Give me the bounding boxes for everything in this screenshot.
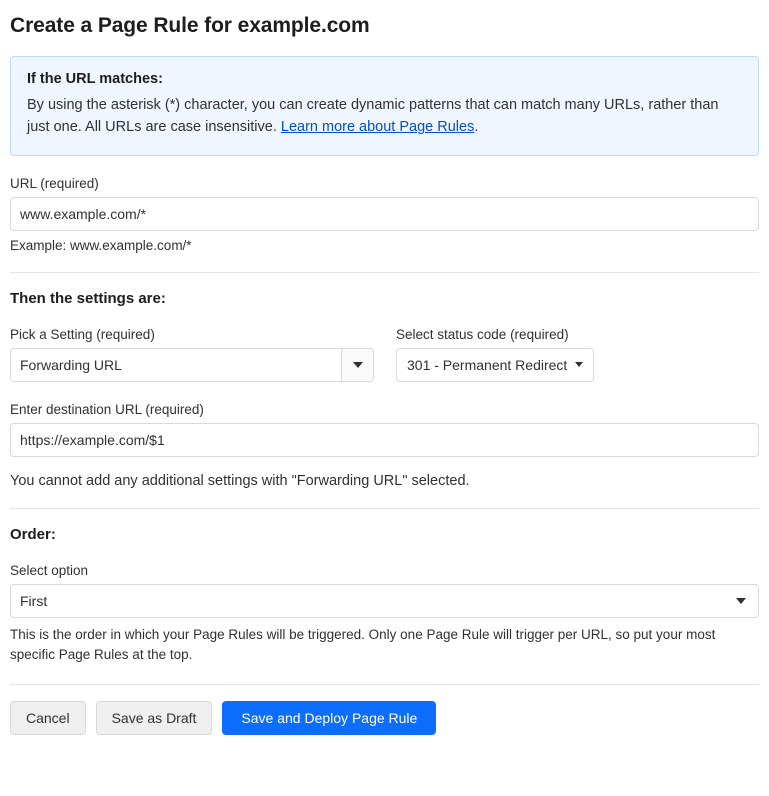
url-match-callout — [10, 56, 759, 156]
pick-a-setting-value: Forwarding URL — [20, 356, 122, 373]
chevron-down-icon — [575, 362, 583, 367]
divider-order — [10, 508, 759, 509]
order-helper-text: This is the order in which your Page Rules will be triggered. Only one Page Rule will trigger per URL, so put your most specific Page Rules at the top. — [10, 626, 716, 663]
status-code-value: 301 - Permanent Redirect — [407, 356, 568, 373]
status-code-label: Select status code (required) — [396, 326, 569, 342]
form-actions — [10, 701, 759, 735]
divider-settings — [10, 272, 759, 273]
settings-heading: Then the settings are: — [10, 289, 166, 307]
page-title: Create a Page Rule for example.com — [10, 14, 370, 37]
cancel-button[interactable]: Cancel — [10, 701, 86, 735]
status-code-column — [396, 307, 759, 382]
destination-url-input[interactable] — [10, 423, 759, 457]
chevron-down-icon — [736, 598, 746, 604]
learn-more-link[interactable]: Learn more about Page Rules — [280, 119, 475, 136]
chevron-down-icon — [353, 362, 363, 368]
callout-title: If the URL matches: — [27, 71, 163, 87]
url-field-helper: Example: www.example.com/* — [10, 237, 192, 253]
forwarding-url-note: You cannot add any additional settings with "Forwarding URL" selected. — [10, 472, 470, 489]
setting-column — [10, 307, 374, 382]
order-value: First — [20, 592, 48, 609]
setting-label: Pick a Setting (required) — [10, 326, 155, 342]
save-as-draft-button[interactable]: Save as Draft — [96, 701, 213, 735]
page-rule-form — [0, 14, 769, 735]
callout-text: By using the asterisk (*) character, you can create dynamic patterns that can match many URLs, rather than just one. All URLs are case insensitive. — [27, 97, 719, 136]
url-field-label: URL (required) — [10, 175, 99, 191]
destination-url-label: Enter destination URL (required) — [10, 401, 204, 417]
callout-link-suffix: . — [474, 119, 479, 136]
pick-a-setting-select[interactable] — [10, 348, 374, 382]
status-code-select[interactable] — [396, 348, 594, 382]
save-and-deploy-button[interactable]: Save and Deploy Page Rule — [222, 701, 436, 735]
pick-a-setting-dropdown-button[interactable] — [341, 349, 373, 381]
order-select[interactable] — [10, 584, 759, 618]
order-label: Select option — [10, 562, 89, 578]
callout-body — [27, 94, 742, 139]
url-input[interactable] — [10, 197, 759, 231]
order-heading: Order: — [10, 525, 56, 543]
divider-footer — [10, 684, 759, 685]
settings-row — [10, 307, 759, 382]
